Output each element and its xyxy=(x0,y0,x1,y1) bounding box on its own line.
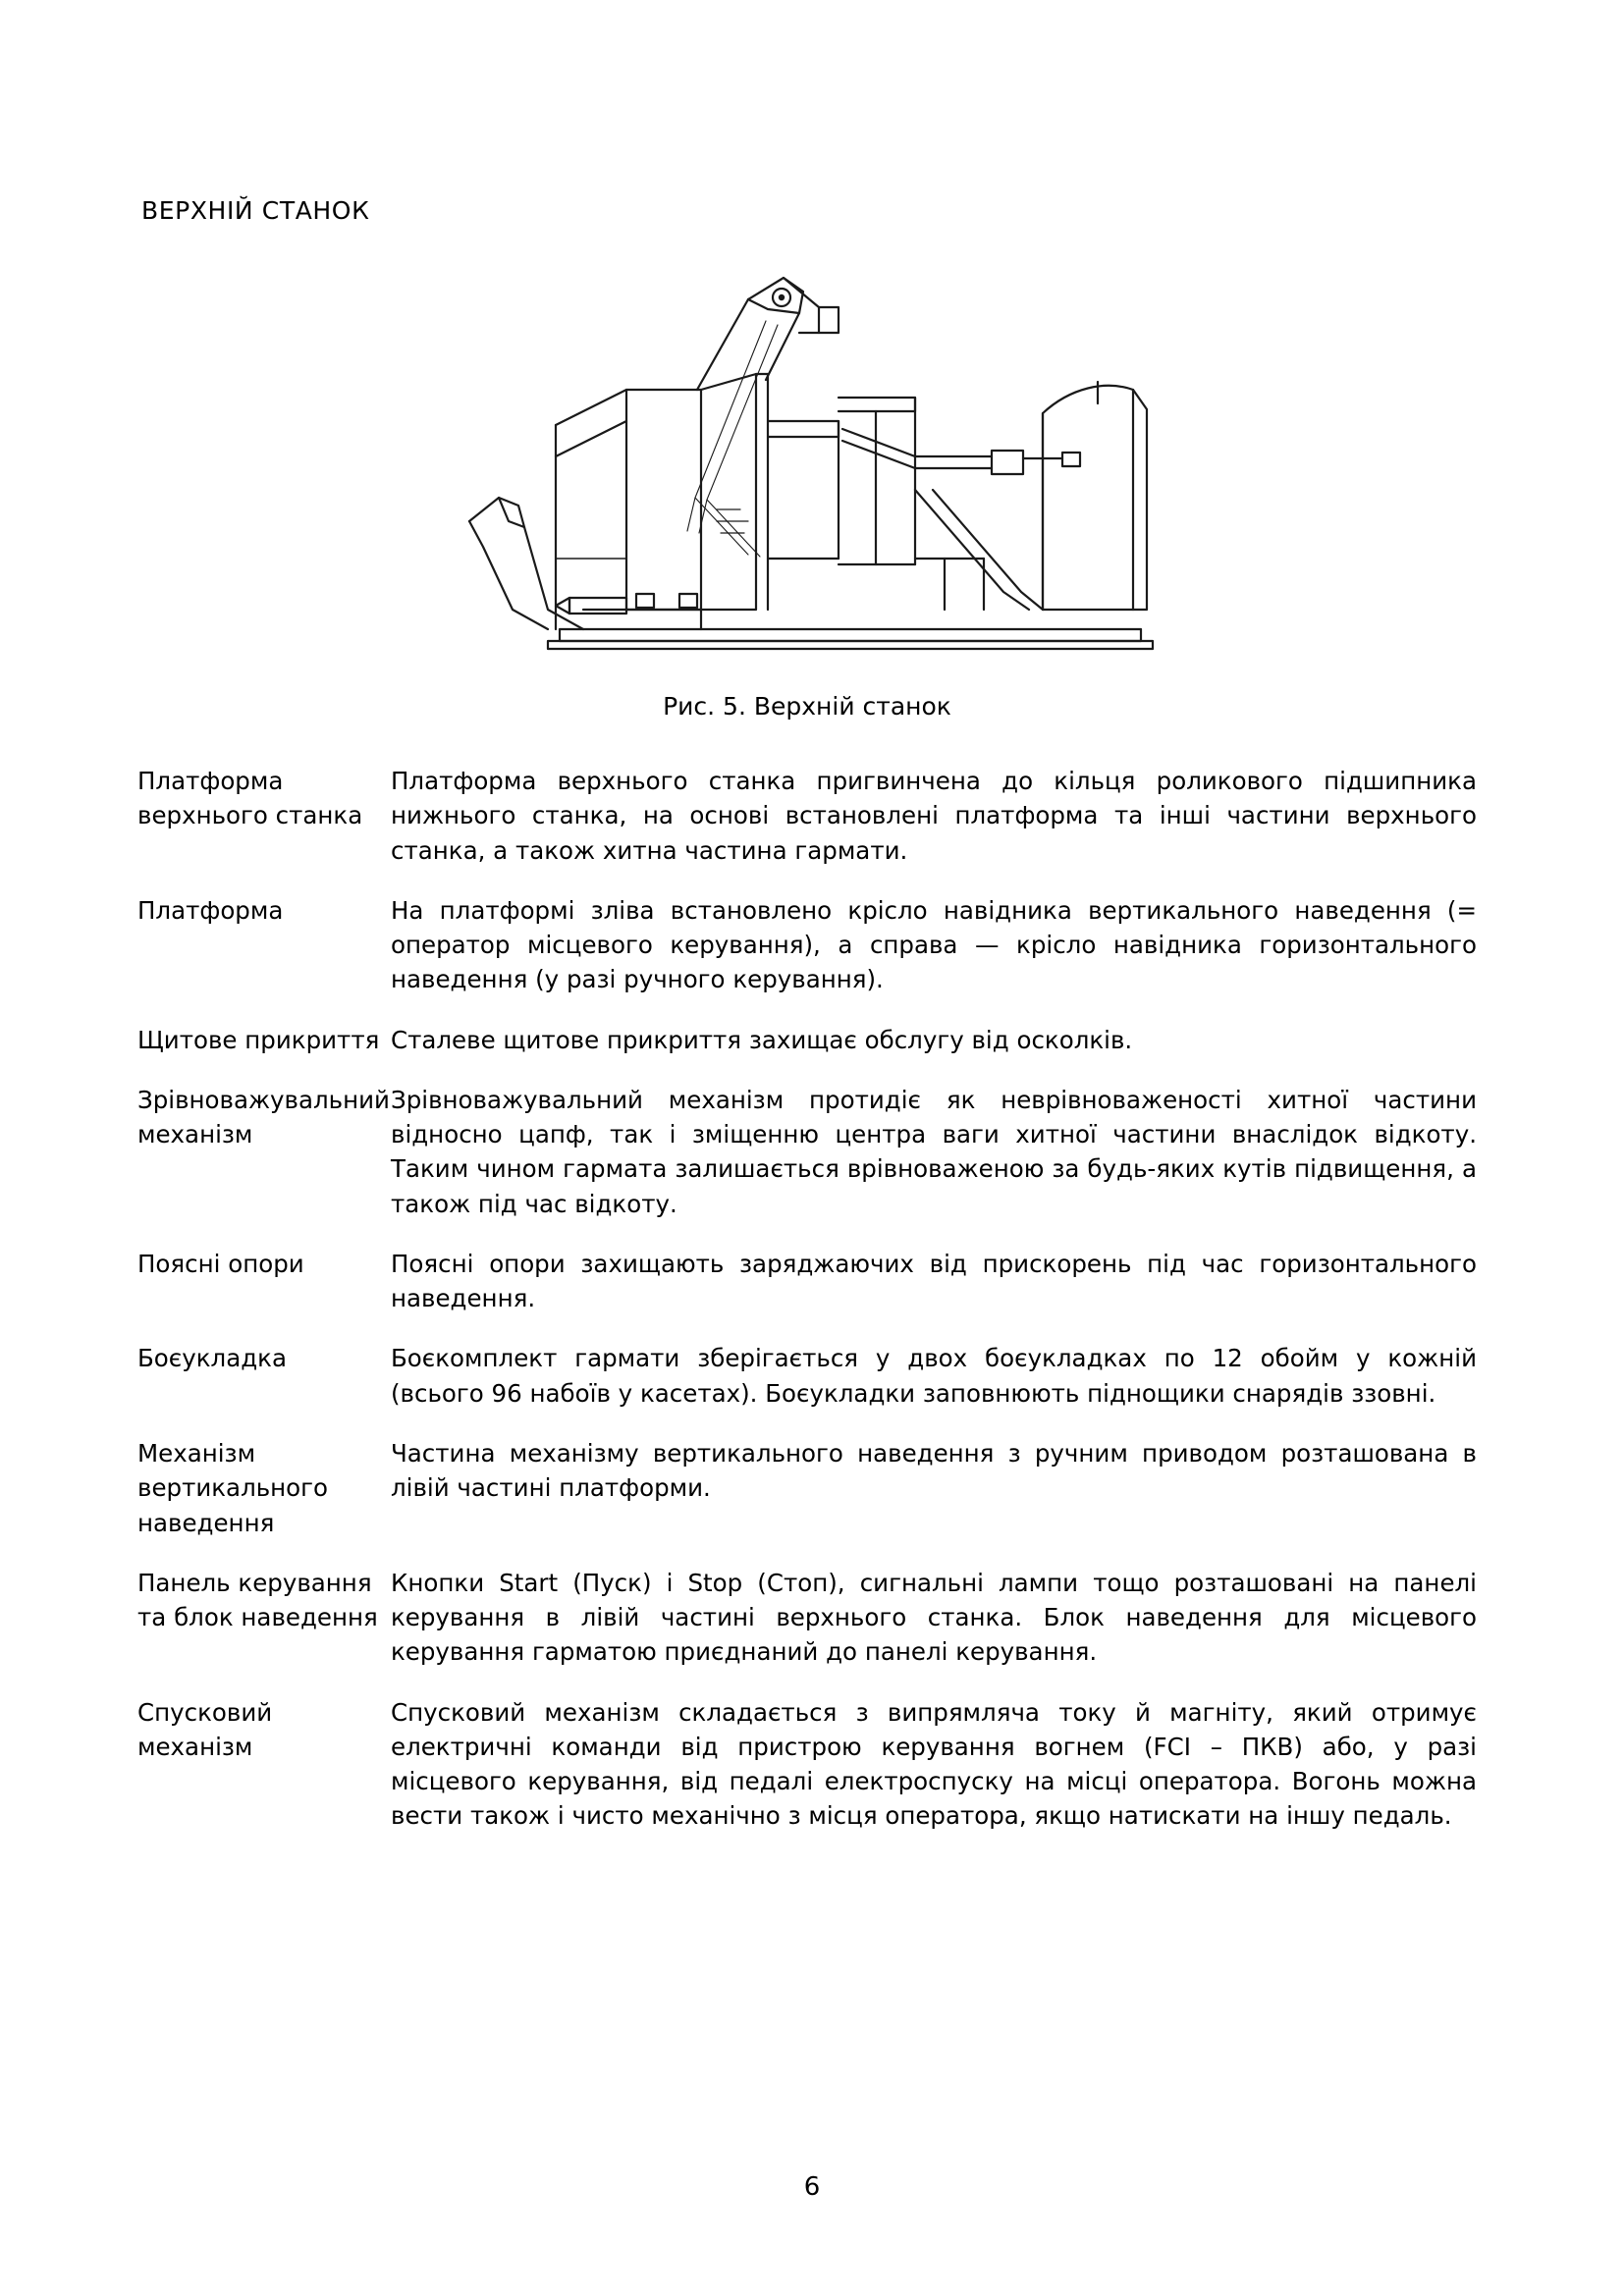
term-cell: Платформа xyxy=(137,895,284,925)
term-cell: Поясні опори xyxy=(137,1249,304,1278)
term-cell: Щитове прикриття xyxy=(137,1025,380,1054)
specification-table xyxy=(137,764,1477,1859)
description-cell: Поясні опори захищають заряджаючих від прискорень під час горизонтального наведення. xyxy=(391,1249,1477,1313)
table-row xyxy=(137,764,1477,893)
description-cell: Платформа верхнього станка пригвинчена до кільця роликового підшипника нижнього станка, на основі встановлені платформа та інші частини верхнього станка, а також хитна частина гармати. xyxy=(391,767,1477,865)
term-cell: Механізм вертикального наведення xyxy=(137,1438,329,1537)
description-cell: Сталеве щитове прикриття захищає обслугу від осколків. xyxy=(391,1025,1133,1054)
description-cell: Кнопки Start (Пуск) і Stop (Стоп), сигнальні лампи тощо розташовані на панелі керування в лівій частині верхнього станка. Блок наведення для місцевого керування гарматою приєднаний до панелі керування. xyxy=(391,1568,1477,1667)
term-cell: Боєукладка xyxy=(137,1344,287,1373)
description-cell: Зрівноважувальний механізм протидіє як неврівноваженості хитної частини відносно цапф, так і зміщенню центра ваги хитної частини внаслідок відкоту. Таким чином гармата залишається врівноваженою за будь-яких кутів підвищення, а також під час відкоту. xyxy=(391,1085,1477,1218)
table-row xyxy=(137,1695,1477,1859)
description-cell: Частина механізму вертикального наведення з ручним приводом розташована в лівій частині платформи. xyxy=(391,1438,1477,1503)
page-title: ВЕРХНІЙ СТАНОК xyxy=(141,196,370,225)
term-cell: Спусковий механізм xyxy=(137,1697,273,1761)
description-cell: Боєкомплект гармати зберігається у двох боєукладках по 12 обойм у кожній (всього 96 набоїв у касетах). Боєукладки заповнюють піднощики снарядів ззовні. xyxy=(391,1344,1477,1408)
term-cell: Платформа верхнього станка xyxy=(137,767,363,830)
table-row xyxy=(137,1436,1477,1566)
term-cell: Панель керування та блок наведення xyxy=(137,1568,378,1632)
description-cell: На платформі зліва встановлено крісло навідника вертикального наведення (= оператор місцевого керування), а справа — крісло навідника горизонтального наведення (у разі ручного керування). xyxy=(391,895,1477,994)
upper-carriage-line-drawing xyxy=(454,264,1200,676)
figure-caption: Рис. 5. Верхній станок xyxy=(663,692,951,721)
page-number: 6 xyxy=(803,2172,821,2202)
description-cell: Спусковий механізм складається з випрямляча току й магніту, який отримує електричні команди від пристрою керування вогнем (FCI – ПКВ) або, у разі місцевого керування, від педалі електроспуску на місці оператора. Вогонь можна вести також і чисто механічно з місця оператора, якщо натискати на іншу педаль. xyxy=(391,1697,1477,1831)
table-row xyxy=(137,1566,1477,1695)
figure-block xyxy=(137,264,1477,754)
table-row xyxy=(137,893,1477,1023)
table-row xyxy=(137,1023,1477,1083)
table-row xyxy=(137,1341,1477,1436)
term-cell: Зрівноважувальний механізм xyxy=(137,1085,390,1149)
table-row xyxy=(137,1247,1477,1342)
table-row xyxy=(137,1083,1477,1247)
